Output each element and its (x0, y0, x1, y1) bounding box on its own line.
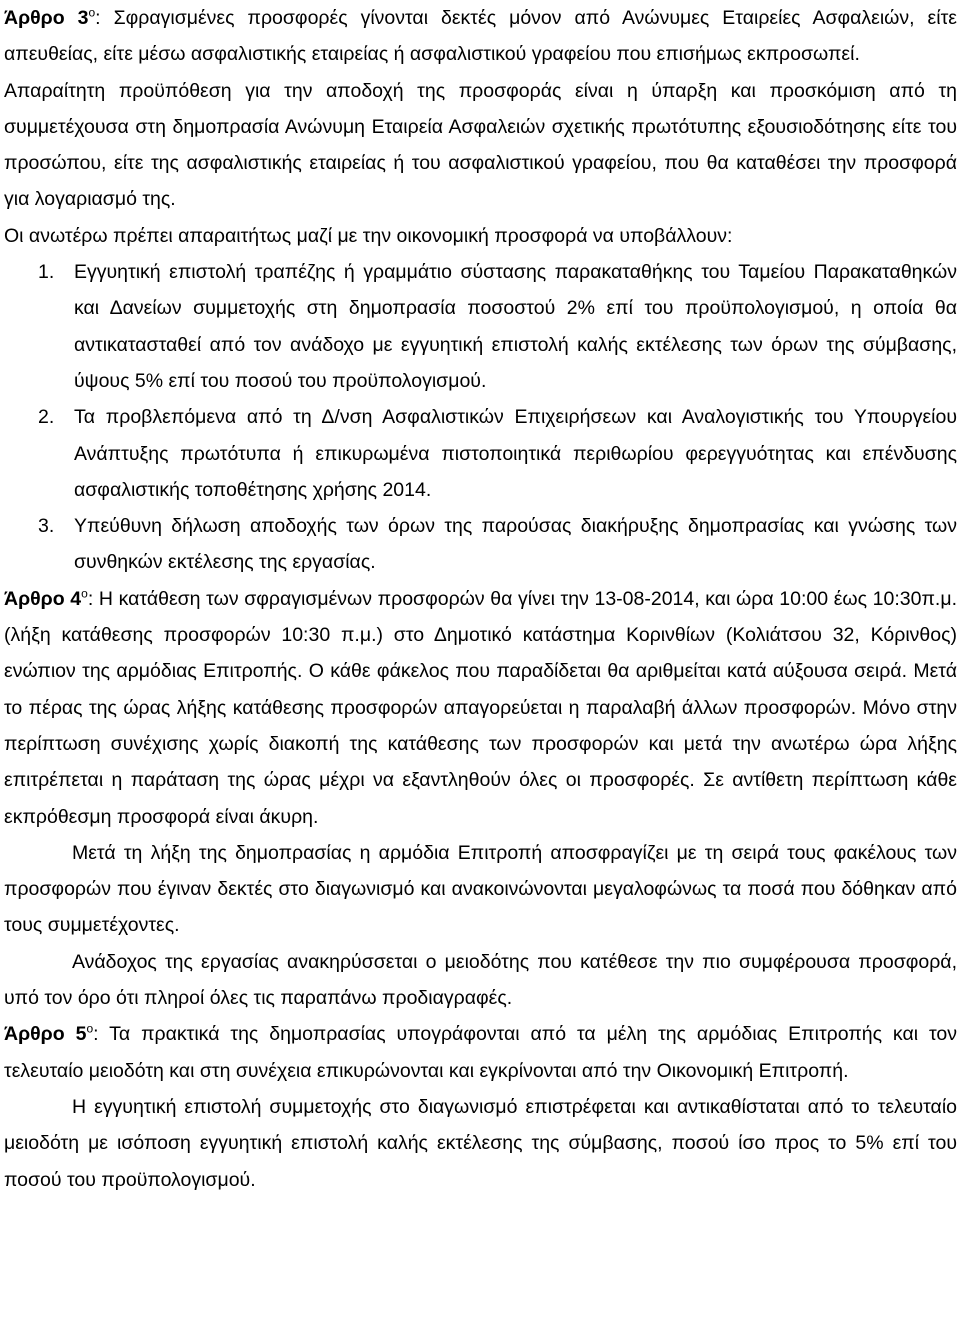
article-4-text: : Η κατάθεση των σφραγισμένων προσφορών θα γίνει την 13-08-2014, και ώρα 10:00 έως 10:30π.μ. (λήξη κατάθεσης προσφορών 10:30 π.μ.) στο Δημοτικό κατάστημα Κορινθίων (Κολιάτσου 32, Κόρινθος) ενώπιον της αρμόδιας Επιτροπής. Ο κάθε φάκελος που παραδίδεται θα αριθμείται κατά αύξουσα σειρά. Μετά το πέρας της ώρας λήξης κατάθεσης προσφορών απαγορεύεται η παραλαβή άλλων προσφορών. Μόνο στην περίπτωση συνέχισης χωρίς διακοπή της κατάθεσης των προσφορών και μετά την ανωτέρω ώρα λήξης επιτρέπεται η παράταση της ώρας μέχρι να εξαντληθούν όλες οι προσφορές. Σε αντίθετη περίπτωση κάθε εκπρόθεσμη προσφορά είναι άκυρη. (4, 587, 957, 828)
list-item-number: 1. (38, 261, 55, 284)
article-3-list-intro: Οι ανωτέρω πρέπει απαραιτήτως μαζί με την οικονομική προσφορά να υποβάλλουν: (4, 224, 733, 247)
list-item-number: 2. (38, 406, 55, 429)
article-4-ordinal: ο (81, 586, 88, 601)
list-item (4, 399, 957, 508)
article-4-award-paragraph: Ανάδοχος της εργασίας ανακηρύσσεται ο μειοδότης που κατέθεσε την πιο συμφέρουσα προσφορά, υπό τον όρο ότι πληροί όλες τις παραπάνω προδιαγραφές. (4, 950, 957, 1010)
article-3-text: : Σφραγισμένες προσφορές γίνονται δεκτές μόνον από Ανώνυμες Εταιρείες Ασφαλειών, είτε απευθείας, είτε μέσω ασφαλιστικής εταιρείας ή ασφαλιστικού γραφείου που επισήμως εκπροσωπεί. (4, 7, 957, 66)
list-item (4, 254, 957, 399)
article-5-guarantee-paragraph: Η εγγυητική επιστολή συμμετοχής στο διαγωνισμό επιστρέφεται και αντικαθίσταται από το τελευταίο μειοδότη με ισόποση εγγυητική επιστολή καλής εκτέλεσης της σύμβασης, ποσού ίσο προς το 5% επί του ποσού του προϋπολογισμού. (4, 1095, 957, 1191)
list-item-number: 3. (38, 515, 55, 538)
article-3-label: Άρθρο 3 (4, 7, 89, 29)
list-item-text: Τα προβλεπόμενα από τη Δ/νση Ασφαλιστικών Επιχειρήσεων και Αναλογιστικής του Υπουργείου Ανάπτυξης πρωτότυπα ή επικυρωμένα πιστοποιητικά περιθωρίου φερεγγυότητας και επένδυσης ασφαλιστικής τοποθέτησης χρήσης 2014. (74, 406, 957, 501)
article-3-ordinal: ο (88, 5, 96, 20)
article-5-text: : Τα πρακτικά της δημοπρασίας υπογράφονται από τα μέλη της αρμόδιας Επιτροπής και τον τελευταίο μειοδότη και στη συνέχεια επικυρώνονται και εγκρίνονται από την Οικονομική Επιτροπή. (4, 1023, 957, 1082)
document-page (4, 0, 957, 1198)
article-4-paragraph (4, 581, 957, 835)
article-5-ordinal: ο (86, 1021, 94, 1036)
list-item-text: Εγγυητική επιστολή τραπέζης ή γραμμάτιο σύστασης παρακαταθήκης του Ταμείου Παρακαταθηκών και Δανείων συμμετοχής στη δημοπρασία ποσοστού 2% επί του προϋπολογισμού, η οποία θα αντικατασταθεί από τον ανάδοχο με εγγυητική επιστολή καλής εκτέλεσης των όρων της σύμβασης, ύψους 5% επί του ποσού του προϋπολογισμού. (74, 261, 957, 392)
article-5-label: Άρθρο 5 (4, 1023, 87, 1046)
article-3-paragraph (4, 0, 957, 73)
list-item (4, 508, 957, 581)
article-3-requirement-paragraph: Απαραίτητη προϋπόθεση για την αποδοχή της προσφοράς είναι η ύπαρξη και προσκόμιση από τη συμμετέχουσα στη δημοπρασία Ανώνυμη Εταιρεία Ασφαλειών σχετικής πρωτότυπης εξουσιοδότησης είτε του προσώπου, είτε της ασφαλιστικής εταιρείας ή του ασφαλιστικού γραφείου, που θα καταθέσει την προσφορά για λογαριασμό της. (4, 79, 957, 211)
article-5-paragraph (4, 1016, 957, 1089)
list-item-text: Υπεύθυνη δήλωση αποδοχής των όρων της παρούσας διακήρυξης δημοπρασίας και γνώσης των συνθηκών εκτέλεσης της εργασίας. (74, 515, 957, 574)
article-4-label: Άρθρο 4 (4, 587, 82, 610)
article-4-opening-paragraph: Μετά τη λήξη της δημοπρασίας η αρμόδια Επιτροπή αποσφραγίζει με τη σειρά τους φακέλους των προσφορών που έγιναν δεκτές στο διαγωνισμό και ανακοινώνονται μεγαλοφώνως τα ποσά που δόθηκαν από τους συμμετέχοντες. (4, 841, 957, 937)
